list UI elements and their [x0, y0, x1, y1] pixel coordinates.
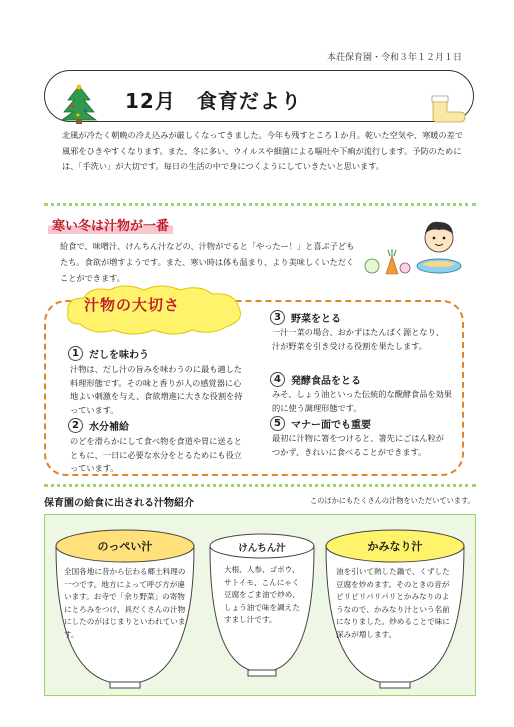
- divider-bottom: [44, 484, 476, 488]
- soups-heading: 保育園の給食に出される汁物紹介: [44, 498, 194, 509]
- vegetables-icon: [362, 248, 412, 276]
- importance-title: 汁物の大切さ: [84, 296, 181, 314]
- point-5-number: 5: [270, 416, 285, 431]
- point-1-heading: だしを味わう: [89, 350, 149, 361]
- intro-paragraph: 北風が冷たく朝晩の冷え込みが厳しくなってきました。今年も残すところ１か月。乾いた空気や、寒暖の差で風邪をひきやすくなります。また、冬に多い、ウイルスや細菌による嘔吐や下痢が流行します。予防のためには、「手洗い」が大切です。毎日の生活の中で身につくようにしていきたいと思います。: [62, 130, 464, 171]
- point-1-number: 1: [68, 346, 83, 361]
- point-1-title: [68, 346, 149, 361]
- point-2-body: のどを滑らかにして食べ物を食道や胃に送るとともに、一日に必要な水分をとるためにも役立っています。: [70, 436, 242, 473]
- point-5-title: [270, 416, 371, 431]
- soup-2-text: 大根、人参、ゴボウ、サトイモ、こんにゃく豆腐をごま油で炒め、しょう油で味を調えたすまし汁です。: [224, 565, 300, 625]
- soups-note: このほかにもたくさんの汁物をいただいています。: [310, 496, 475, 505]
- point-3-body: 一汁一菜の場合、おかずはたんぱく源となり、汁が野菜を引き受ける役割を果たします。: [272, 327, 444, 351]
- soup-1-name: のっぺい汁: [97, 540, 153, 553]
- page-title: 12月 食育だより: [125, 89, 302, 113]
- child-eating-icon: [408, 216, 470, 278]
- point-5-body: 最初に汁物に箸をつけると、箸先にごはん粒がつかず、きれいに食べることができます。: [272, 433, 444, 457]
- point-2-title: [68, 418, 129, 433]
- section-body: 給食で、味噌汁、けんちん汁などの、汁物がでると「やったー！」と喜ぶ子どもたち。食欲が増すようです。また、寒い時は体も温まり、より美味しくいただくことができます。: [60, 241, 355, 283]
- point-3-heading: 野菜をとる: [291, 314, 341, 325]
- point-2-number: 2: [68, 418, 83, 433]
- soup-2-name: けんちん汁: [238, 543, 286, 554]
- point-3-title: [270, 310, 341, 325]
- point-2-heading: 水分補給: [89, 422, 129, 433]
- point-4-body: みそ、しょう油といった伝統的な醗酵食品を効果的に使う調理形態です。: [272, 389, 452, 413]
- soup-3-name: かみなり汁: [367, 540, 423, 553]
- christmas-tree-icon: [58, 84, 100, 124]
- point-4-number: 4: [270, 372, 285, 387]
- issue-date: 本荘保育園・令和３年１２月１日: [326, 53, 462, 63]
- point-5-heading: マナー面でも重要: [291, 420, 371, 431]
- section-heading: 寒い冬は汁物が一番: [48, 215, 173, 234]
- title-banner: [44, 70, 474, 122]
- point-1-body: 汁物は、だし汁の旨みを味わうのに最も適した料理形態です。その味と香りが人の感覚器に心地よい刺激を与え、食欲増進に大きな役割を持っています。: [70, 364, 243, 415]
- point-4-heading: 発酵食品をとる: [291, 376, 361, 387]
- point-3-number: 3: [270, 310, 285, 325]
- divider-top: [44, 203, 476, 207]
- soup-3-text: 油を引いて熱した鍋で、くずした豆腐を炒めます。そのときの音がピリピリパリパリとかみなりのようなので、かみなり汁という名前になりました。炒めることで味に深みが増します。: [336, 567, 450, 639]
- point-4-title: [270, 372, 361, 387]
- soup-1-text: 全国各地に昔から伝わる郷土料理の一つです。地方によって呼び方が違います。お寺で「余り野菜」の寄物にとろみをつけ、具だくさんの汁物にしたのがはじまりといわれています。: [64, 567, 186, 639]
- christmas-stocking-icon: [428, 94, 468, 124]
